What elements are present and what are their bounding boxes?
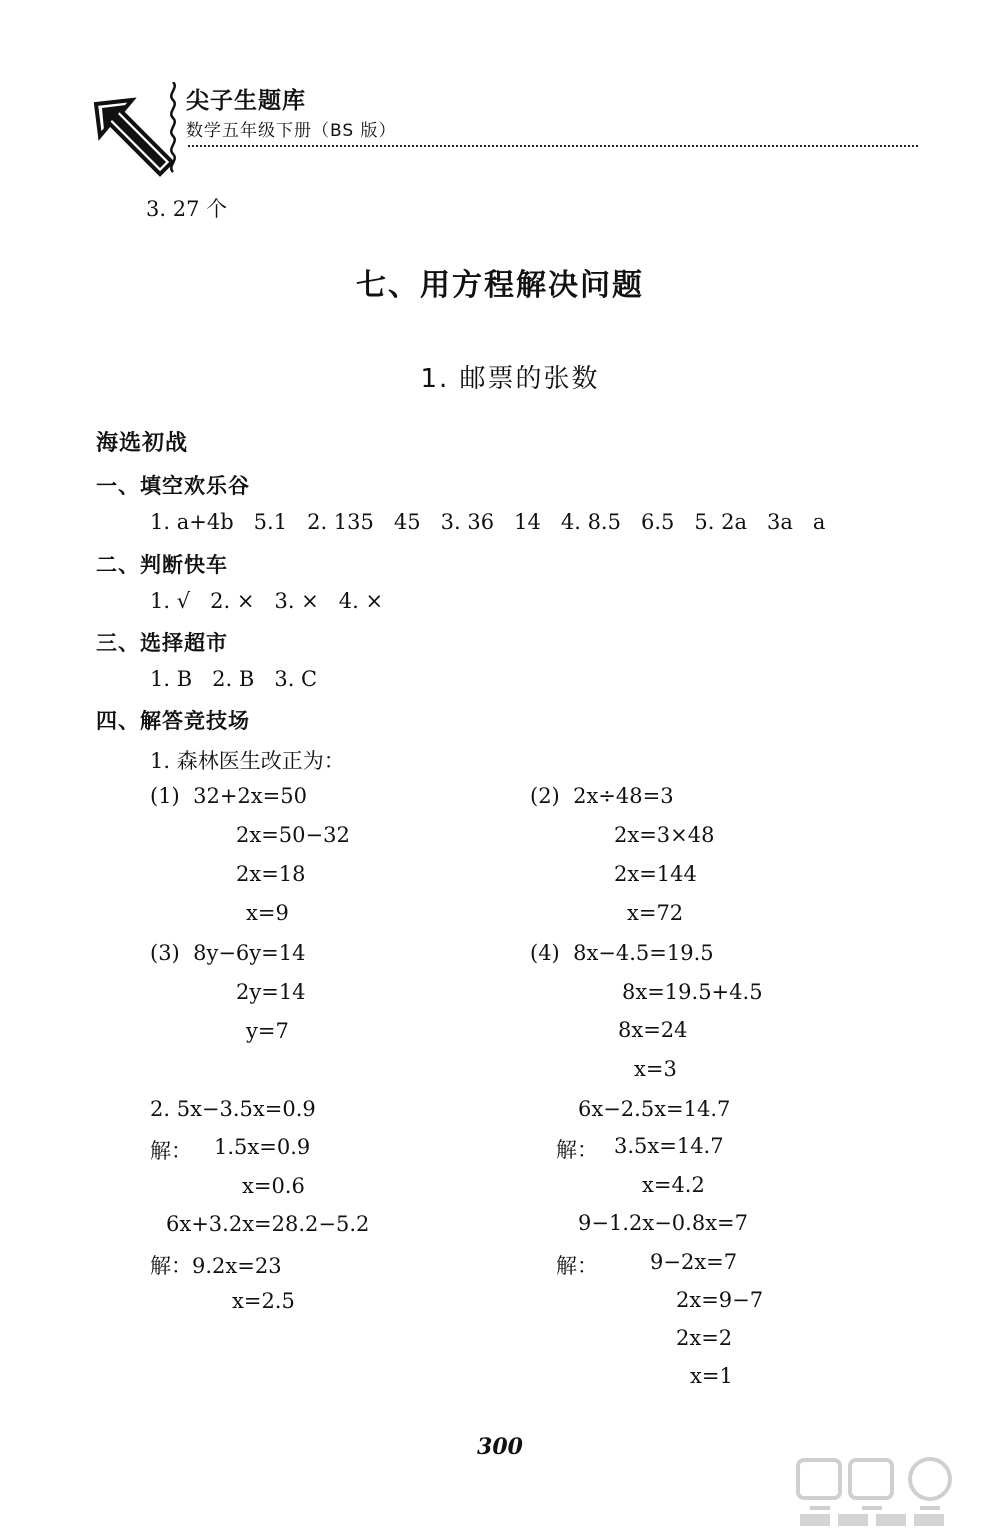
page-number: 300 (477, 1434, 523, 1460)
equation-line: 3.5x=14.7 (614, 1134, 724, 1158)
equation-line: 2x=3×48 (614, 823, 715, 847)
part-heading-solve: 四、解答竞技场 (96, 709, 250, 733)
book-subtitle: 数学五年级下册（BS 版） (186, 121, 397, 141)
equation-line: (3) 8y−6y=14 (150, 941, 306, 965)
equation-line: (4) 8x−4.5=19.5 (530, 941, 714, 965)
equation-line: 2x=144 (614, 862, 697, 886)
wave-divider-icon (166, 82, 180, 178)
part-heading-fill-blank: 一、填空欢乐谷 (96, 474, 250, 498)
equation-line: x=3 (634, 1057, 677, 1081)
equation-line: 8x=24 (618, 1018, 688, 1042)
previous-answer: 3. 27 个 (146, 197, 228, 221)
equation-line: 1.5x=0.9 (214, 1135, 311, 1159)
equation-line: 2x=50−32 (236, 823, 350, 847)
equation-line: 6x+3.2x=28.2−5.2 (166, 1212, 370, 1236)
series-title: 尖子生题库 (186, 88, 306, 114)
solution-label: 解： (556, 1254, 598, 1278)
header-divider (188, 145, 918, 147)
equation-line: 9−1.2x−0.8x=7 (578, 1211, 748, 1235)
equation-line: (2) 2x÷48=3 (530, 784, 674, 808)
equation-line: 9−2x=7 (650, 1250, 738, 1274)
lesson-title: 1. 邮票的张数 (420, 364, 600, 394)
equation-line: 6x−2.5x=14.7 (578, 1097, 731, 1121)
solve-intro: 1. 森林医生改正为： (150, 749, 345, 773)
equation-line: 2. 5x−3.5x=0.9 (150, 1097, 316, 1121)
equation-line: 2x=9−7 (676, 1288, 764, 1312)
part-heading-multiple-choice: 三、选择超市 (96, 631, 228, 655)
equation-line: x=0.6 (242, 1174, 305, 1198)
solution-label: 解： (150, 1139, 192, 1163)
equation-line: 解：9.2x=23 (150, 1254, 282, 1278)
equation-line: x=1 (690, 1364, 733, 1388)
equation-line: x=2.5 (232, 1289, 295, 1313)
watermark-logo (790, 1452, 990, 1532)
equation-line: 2x=2 (676, 1326, 733, 1350)
equation-line: 8x=19.5+4.5 (622, 980, 763, 1004)
equation-line: y=7 (246, 1019, 289, 1043)
equation-line: x=72 (627, 901, 684, 925)
equation-line: x=4.2 (642, 1173, 705, 1197)
equation-line: x=9 (246, 901, 289, 925)
equation-line: 2x=18 (236, 862, 306, 886)
equation-line: (1) 32+2x=50 (150, 784, 307, 808)
fill-blank-answers: 1. a+4b 5.1 2. 135 45 3. 36 14 4. 8.5 6.5 5. 2a 3a a (150, 510, 826, 534)
section-title: 海选初战 (96, 431, 189, 456)
chapter-title: 七、用方程解决问题 (356, 268, 644, 303)
multiple-choice-answers: 1. B 2. B 3. C (150, 667, 318, 691)
equation-line: 2y=14 (236, 980, 306, 1004)
true-false-answers: 1. √ 2. × 3. × 4. × (150, 589, 384, 613)
part-heading-true-false: 二、判断快车 (96, 553, 228, 577)
solution-label: 解： (556, 1138, 598, 1162)
